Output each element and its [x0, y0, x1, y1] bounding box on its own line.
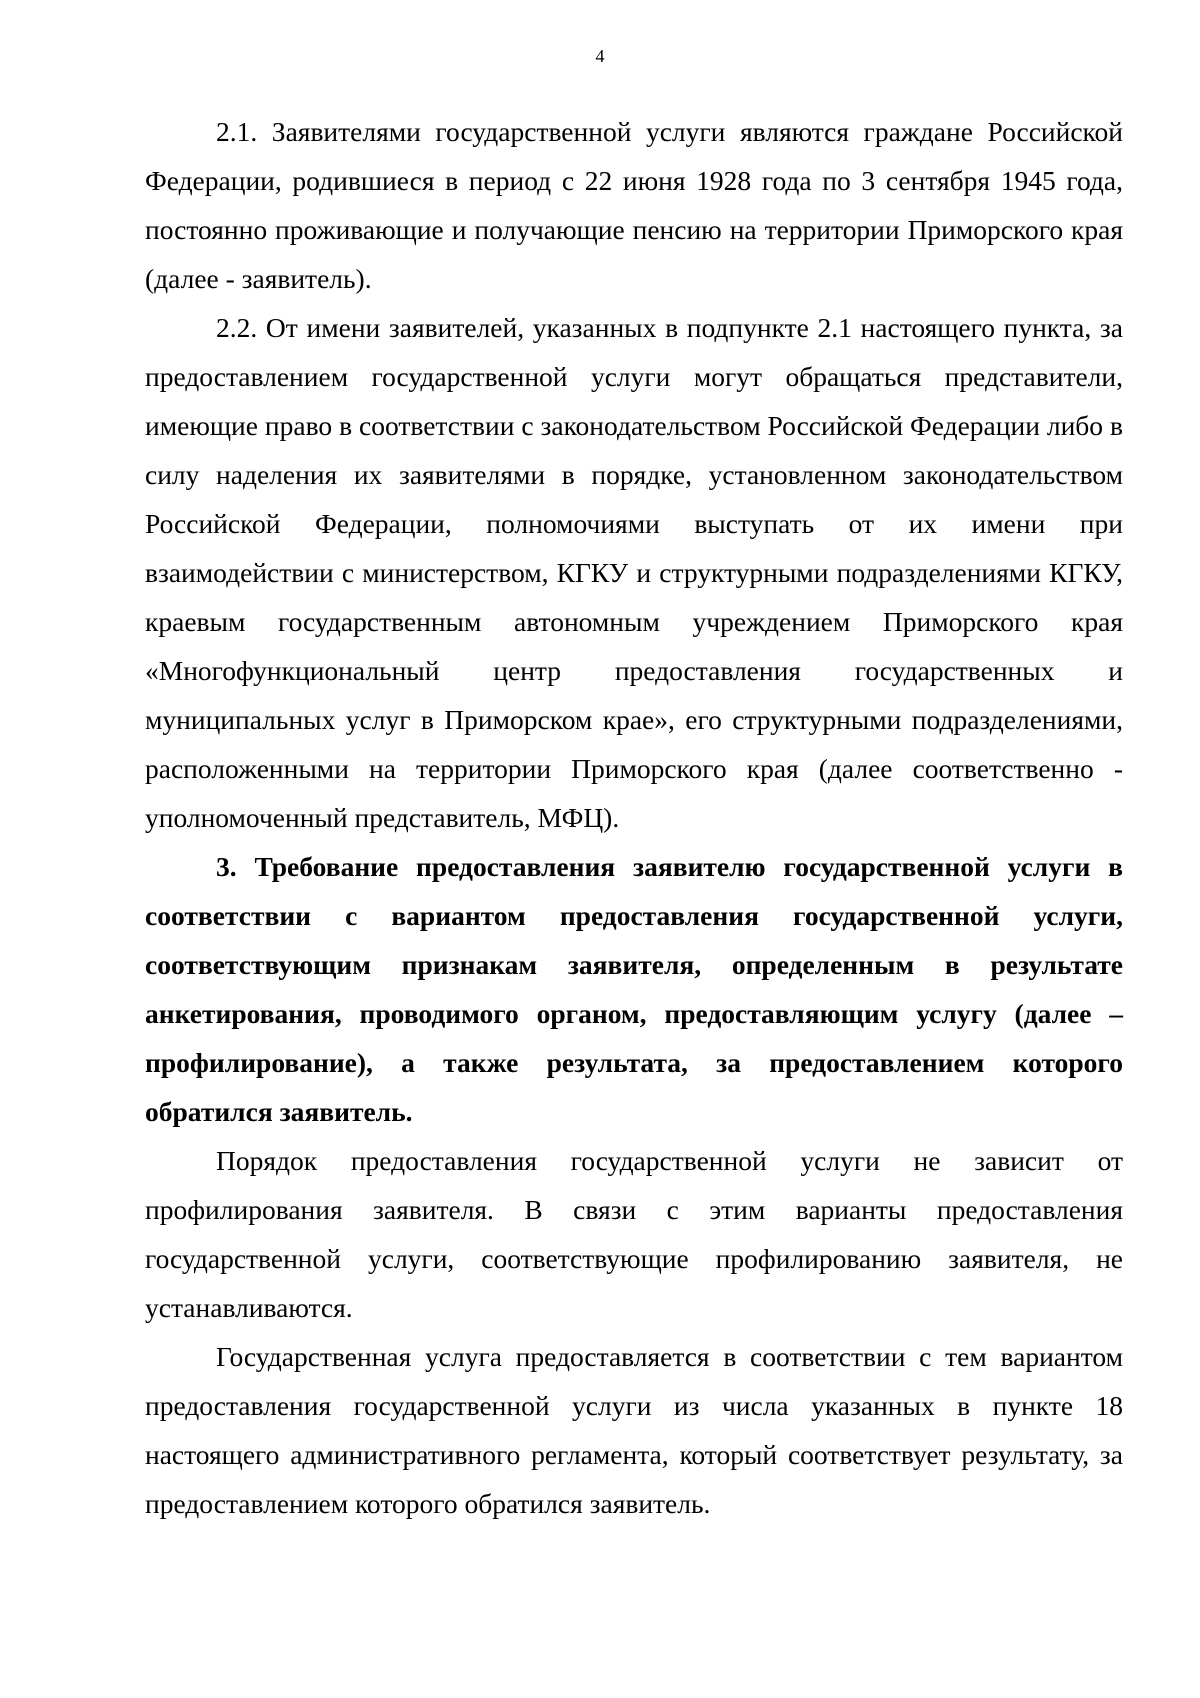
- section-3-heading: 3. Требование предоставления заявителю государственной услуги в соответствии с вариантом предоставления государственной услуги, соответствующим признакам заявителя, определенным в результате анкетирования, проводимого органом, предоставляющим услугу (далее – профилирование), а также результата, за предоставлением которого обратился заявитель.: [145, 851, 1123, 1127]
- paragraph-profiling-order: Порядок предоставления государственной услуги не зависит от профилирования заявителя. В связи с этим варианты предоставления государственной услуги, соответствующие профилированию заявителя, не устанавливаются.: [145, 1145, 1123, 1323]
- page-number: 4: [595, 46, 605, 66]
- paragraph-2-1: 2.1. Заявителями государственной услуги являются граждане Российской Федерации, родившиеся в период с 22 июня 1928 года по 3 сентября 1945 года, постоянно проживающие и получающие пенсию на территории Приморского края (далее - заявитель).: [145, 116, 1123, 294]
- paragraph-service-variant: Государственная услуга предоставляется в соответствии с тем вариантом предоставления государственной услуги из числа указанных в пункте 18 настоящего административного регламента, который соответствует результату, за предоставлением которого обратился заявитель.: [145, 1341, 1123, 1519]
- paragraph-2-2: 2.2. От имени заявителей, указанных в подпункте 2.1 настоящего пункта, за предоставлением государственной услуги могут обращаться представители, имеющие право в соответствии с законодательством Российской Федерации либо в силу наделения их заявителями в порядке, установленном законодательством Российской Федерации, полномочиями выступать от их имени при взаимодействии с министерством, КГКУ и структурными подразделениями КГКУ, краевым государственным автономным учреждением Приморского края «Многофункциональный центр предоставления государственных и муниципальных услуг в Приморском крае», его структурными подразделениями, расположенными на территории Приморского края (далее соответственно - уполномоченный представитель, МФЦ).: [145, 312, 1123, 833]
- document-body: [145, 107, 1123, 1528]
